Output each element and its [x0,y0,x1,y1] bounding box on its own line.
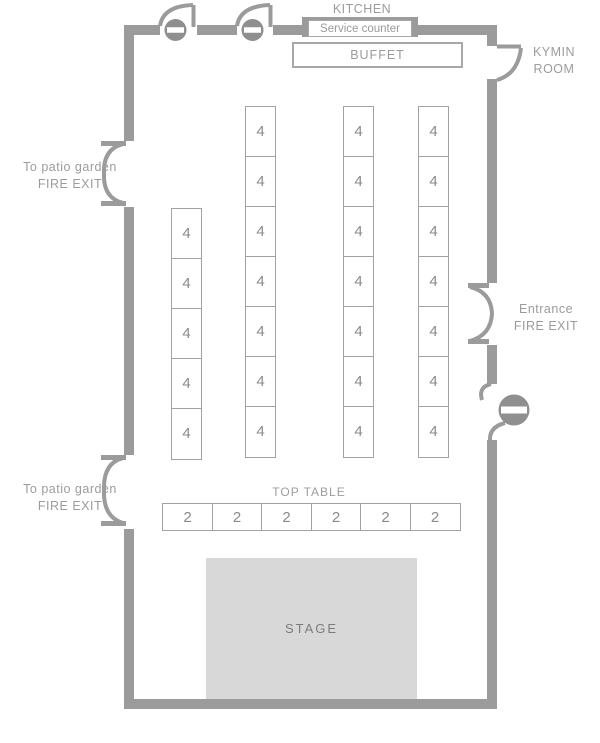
kymin-room-label [519,44,589,78]
patio-exit-bottom-label-line2: FIRE EXIT [37,499,103,513]
table-column-3 [343,106,374,458]
wall-top-b [197,25,237,35]
service-counter: Service counter [308,20,412,37]
kymin-door-arc [497,48,521,80]
table-seats-4: 4 [171,358,202,410]
wall-left-middle [124,207,134,455]
patio-exit-top-label-line1: To patio garden [23,160,117,174]
table-seats-4: 4 [171,308,202,360]
top-table-seats-2: 2 [360,503,411,531]
top-table-seats-2: 2 [261,503,312,531]
table-seats-4: 4 [418,356,449,408]
table-seats-4: 4 [418,106,449,158]
buffet-table: BUFFET [292,42,463,68]
patio-exit-top-label [19,159,121,193]
table-seats-4: 4 [171,408,202,460]
kitchen-label: KITCHEN [332,2,392,16]
table-column-2 [245,106,276,458]
table-seats-4: 4 [343,256,374,308]
table-seats-4: 4 [418,156,449,208]
table-seats-4: 4 [343,206,374,258]
table-seats-4: 4 [245,106,276,158]
table-seats-4: 4 [343,406,374,458]
top-table-seats-2: 2 [212,503,263,531]
entrance-label-line2: FIRE EXIT [513,319,579,333]
wall-bottom [124,699,497,709]
table-seats-4: 4 [245,256,276,308]
entrance-label [496,301,596,335]
top-table-seats-2: 2 [410,503,461,531]
table-seats-4: 4 [343,356,374,408]
table-seats-4: 4 [418,256,449,308]
patio-exit-bottom-label-line1: To patio garden [23,482,117,496]
top-table-label: TOP TABLE [272,485,346,499]
table-seats-4: 4 [171,258,202,310]
kymin-room-label-line2: ROOM [533,62,575,76]
wall-right-middle [487,345,497,384]
wall-top-c [273,25,302,35]
wall-right-upper [487,79,497,283]
entrance-door-arcs [470,287,492,341]
wall-top-d [418,25,497,35]
top-table-row [162,503,461,531]
kymin-room-label-line1: KYMIN [532,45,576,59]
table-seats-4: 4 [418,306,449,358]
table-seats-4: 4 [245,406,276,458]
entrance-label-line1: Entrance [518,302,574,316]
table-seats-4: 4 [418,406,449,458]
table-seats-4: 4 [245,306,276,358]
table-seats-4: 4 [343,156,374,208]
table-seats-4: 4 [343,106,374,158]
table-seats-4: 4 [245,206,276,258]
wall-right-corner-stub [487,35,497,46]
patio-exit-bottom-label [19,481,121,515]
table-seats-4: 4 [245,156,276,208]
table-seats-4: 4 [418,206,449,258]
wall-left-lower [124,529,134,709]
table-column-4 [418,106,449,458]
service-door-arc-upper [481,384,491,400]
stage: STAGE [206,558,417,699]
top-table-seats-2: 2 [162,503,213,531]
service-door-arc-lower [490,423,505,441]
wall-left-upper [124,25,134,141]
table-seats-4: 4 [245,356,276,408]
top-table-seats-2: 2 [311,503,362,531]
table-seats-4: 4 [171,208,202,260]
table-column-1 [171,208,202,460]
patio-exit-top-label-line2: FIRE EXIT [37,177,103,191]
wall-right-lower [487,440,497,709]
table-seats-4: 4 [343,306,374,358]
